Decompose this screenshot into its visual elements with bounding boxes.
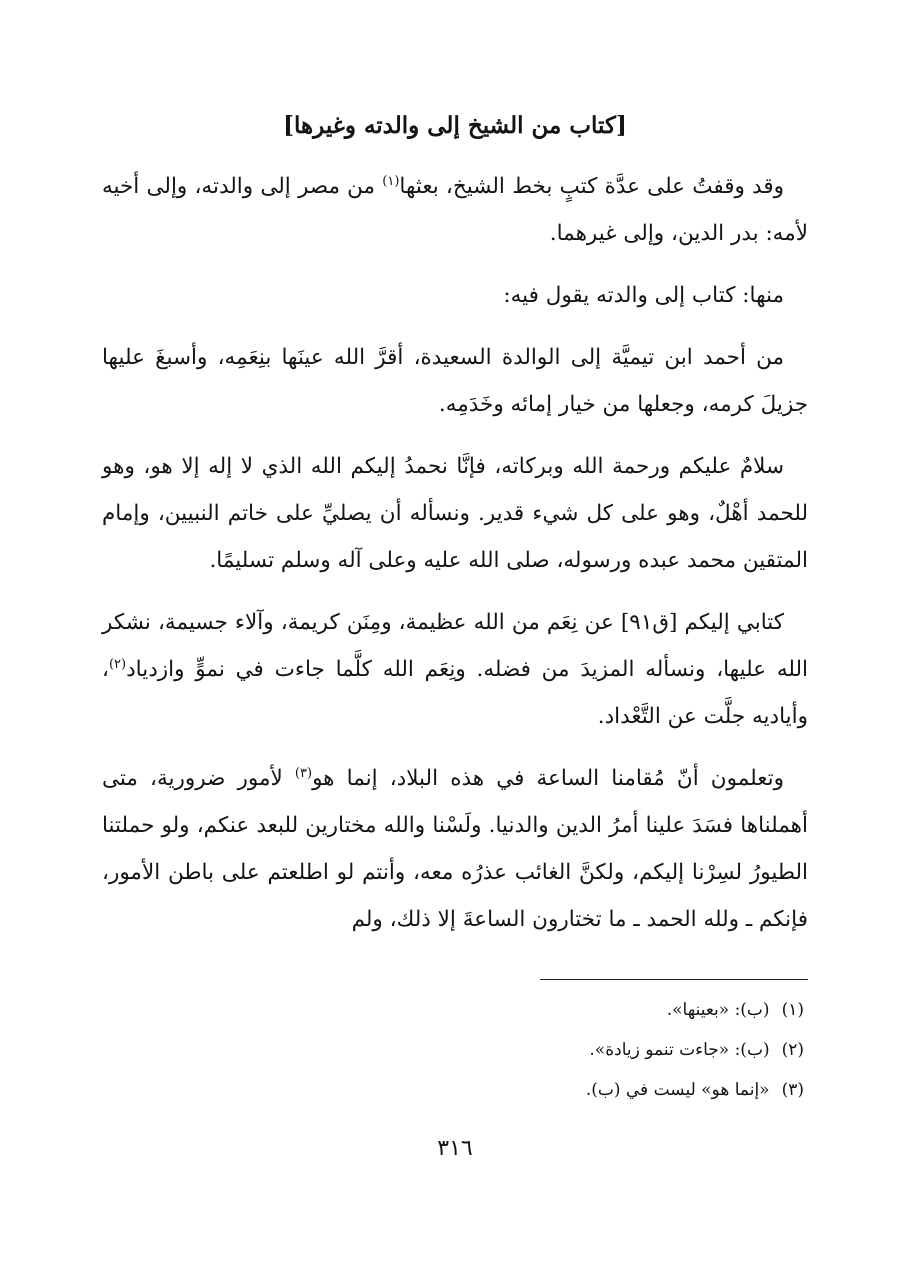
book-page bbox=[102, 0, 808, 1271]
paragraph-1 bbox=[102, 163, 808, 257]
paragraph-6-text-after: لأمور ضرورية، متى أهملناها فسَدَ علينا أمرُ الدين والدنيا. ولَسْنا والله مختارين للبعد عنكم، ولو حملتنا الطيورُ لسِرْنا إليكم، ولكنَّ الغائب عذرُه معه، وأنتم لو اطلعتم على باطن الأمور، فإنكم ـ ولله الحمد ـ ما تختارون الساعةَ إلا ذلك، ولم bbox=[102, 766, 808, 932]
footnote-number: (٢) bbox=[781, 1040, 804, 1060]
paragraph-1-text-before: وقد وقفتُ على عدَّة كتبٍ بخط الشيخ، بعثها bbox=[399, 174, 784, 199]
body-text bbox=[102, 163, 808, 958]
footnote-ref-1[interactable]: (١) bbox=[382, 173, 400, 189]
footnotes bbox=[102, 990, 804, 1110]
footnote-ref-3[interactable]: (٣) bbox=[294, 765, 313, 781]
paragraph-6-text-before: وتعلمون أنّ مُقامنا الساعة في هذه البلاد، إنما هو bbox=[312, 766, 784, 791]
footnote-1 bbox=[102, 990, 804, 1030]
footnote-text: «إنما هو» ليست في (ب). bbox=[585, 1080, 770, 1100]
section-title: [كتاب من الشيخ إلى والدته وغيرها] bbox=[283, 112, 627, 139]
paragraph-5 bbox=[102, 599, 808, 740]
paragraph-6 bbox=[102, 755, 808, 943]
paragraph-5-text-after: ، وأياديه جلَّت عن التَّعْداد. bbox=[102, 657, 808, 729]
footnote-divider bbox=[540, 979, 808, 980]
footnote-text: (ب): «جاءت تنمو زيادة». bbox=[589, 1040, 770, 1060]
paragraph-1-text-after: من مصر إلى والدته، وإلى أخيه لأمه: بدر الدين، وإلى غيرهما. bbox=[102, 174, 808, 246]
paragraph-5-text-before: كتابي إليكم [ق٩١] عن نِعَم من الله عظيمة، ومِنَن كريمة، وآلاء جسيمة، نشكر الله عليها، ونسأله المزيدَ من فضله. ونِعَم الله كلَّما جاءت في نموٍّ وازدياد bbox=[102, 610, 808, 682]
footnote-text: (ب): «بعينها». bbox=[666, 1000, 770, 1020]
paragraph-2: منها: كتاب إلى والدته يقول فيه: bbox=[503, 283, 784, 308]
footnote-ref-2[interactable]: (٢) bbox=[108, 656, 127, 672]
page-number: ٣١٦ bbox=[437, 1136, 473, 1161]
footnote-3 bbox=[102, 1070, 804, 1110]
footnote-2 bbox=[102, 1030, 804, 1070]
footnote-number: (١) bbox=[781, 1000, 804, 1020]
paragraph-3: من أحمد ابن تيميَّة إلى الوالدة السعيدة، أقرَّ الله عينَها بنِعَمِه، وأسبغَ عليها جزيلَ كرمه، وجعلها من خيار إمائه وخَدَمِه. bbox=[102, 345, 808, 417]
footnote-number: (٣) bbox=[781, 1080, 804, 1100]
paragraph-4: سلامٌ عليكم ورحمة الله وبركاته، فإنَّا نحمدُ إليكم الله الذي لا إله إلا هو، وهو للحمد أهْلٌ، وهو على كل شيء قدير. ونسأله أن يصليِّ على خاتم النبيين، وإمام المتقين محمد عبده ورسوله، صلى الله عليه وعلى آله وسلم تسليمًا. bbox=[102, 454, 808, 573]
